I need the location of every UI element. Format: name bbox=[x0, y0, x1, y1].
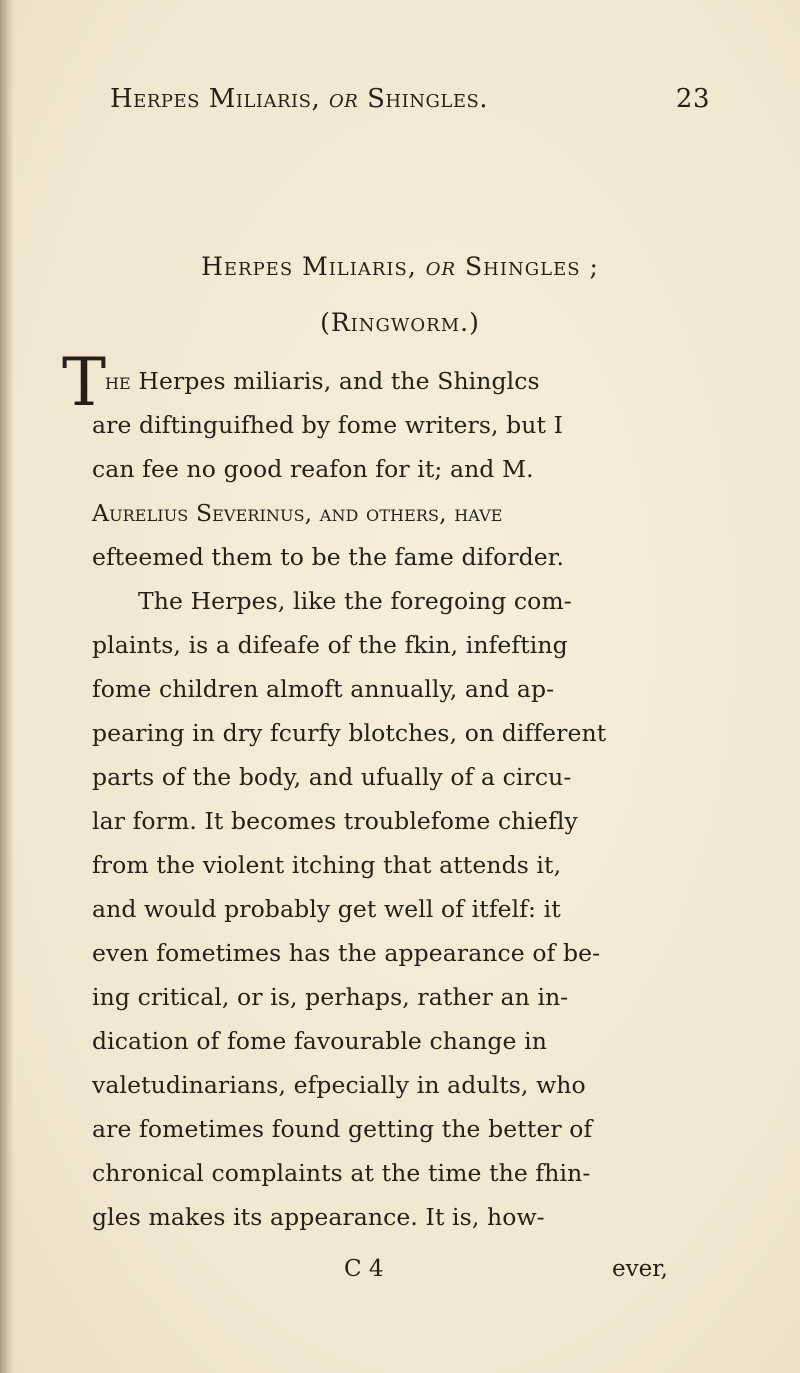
signature-mark: C 4 bbox=[344, 1256, 384, 1282]
text-line: ing critical, or is, perhaps, rather an in- bbox=[92, 983, 569, 1011]
text-line: he Herpes miliaris, and the Shinglcs bbox=[105, 367, 540, 395]
paragraph-start-line: The Herpes, like the foregoing com- bbox=[138, 587, 572, 615]
text-line: are diftinguifhed by fome writers, but I bbox=[92, 411, 564, 439]
catchword: ever, bbox=[612, 1256, 668, 1282]
running-head bbox=[110, 84, 710, 124]
drop-cap: T bbox=[62, 344, 107, 421]
text-line: from the violent itching that attends it, bbox=[92, 851, 562, 879]
text-line: fome children almoft annually, and ap- bbox=[92, 675, 555, 703]
drop-cap-continuation: he bbox=[105, 367, 131, 395]
chapter-subtitle: (Ringworm.) bbox=[320, 308, 480, 337]
text-line: pearing in dry fcurfy blotches, on different bbox=[92, 719, 607, 747]
page-number: 23 bbox=[675, 84, 710, 114]
chapter-title: Herpes Miliaris, or Shingles ; bbox=[201, 252, 599, 281]
text-line: and would probably get well of itfelf: it bbox=[92, 895, 561, 923]
text-line: are fometimes found getting the better of bbox=[92, 1115, 593, 1143]
text-line: parts of the body, and ufually of a circu- bbox=[92, 763, 572, 791]
text-line: can fee no good reafon for it; and M. bbox=[92, 455, 534, 483]
text-line: chronical complaints at the time the fhin- bbox=[92, 1159, 591, 1187]
text-line: dication of fome favourable change in bbox=[92, 1027, 547, 1055]
binding-gutter bbox=[0, 0, 14, 1373]
text-line: lar form. It becomes troublefome chiefly bbox=[92, 807, 578, 835]
text-line: efteemed them to be the fame diforder. bbox=[92, 543, 565, 571]
text-line: gles makes its appearance. It is, how- bbox=[92, 1203, 545, 1231]
running-title: Herpes Miliaris, or Shingles. bbox=[110, 84, 489, 114]
text-line: plaints, is a difeafe of the fkin, infefting bbox=[92, 631, 568, 659]
text-line: even fometimes has the appearance of be- bbox=[92, 939, 601, 967]
text-line: Aurelius Severinus, and others, have bbox=[92, 499, 503, 527]
text-line: valetudinarians, efpecially in adults, who bbox=[92, 1071, 586, 1099]
